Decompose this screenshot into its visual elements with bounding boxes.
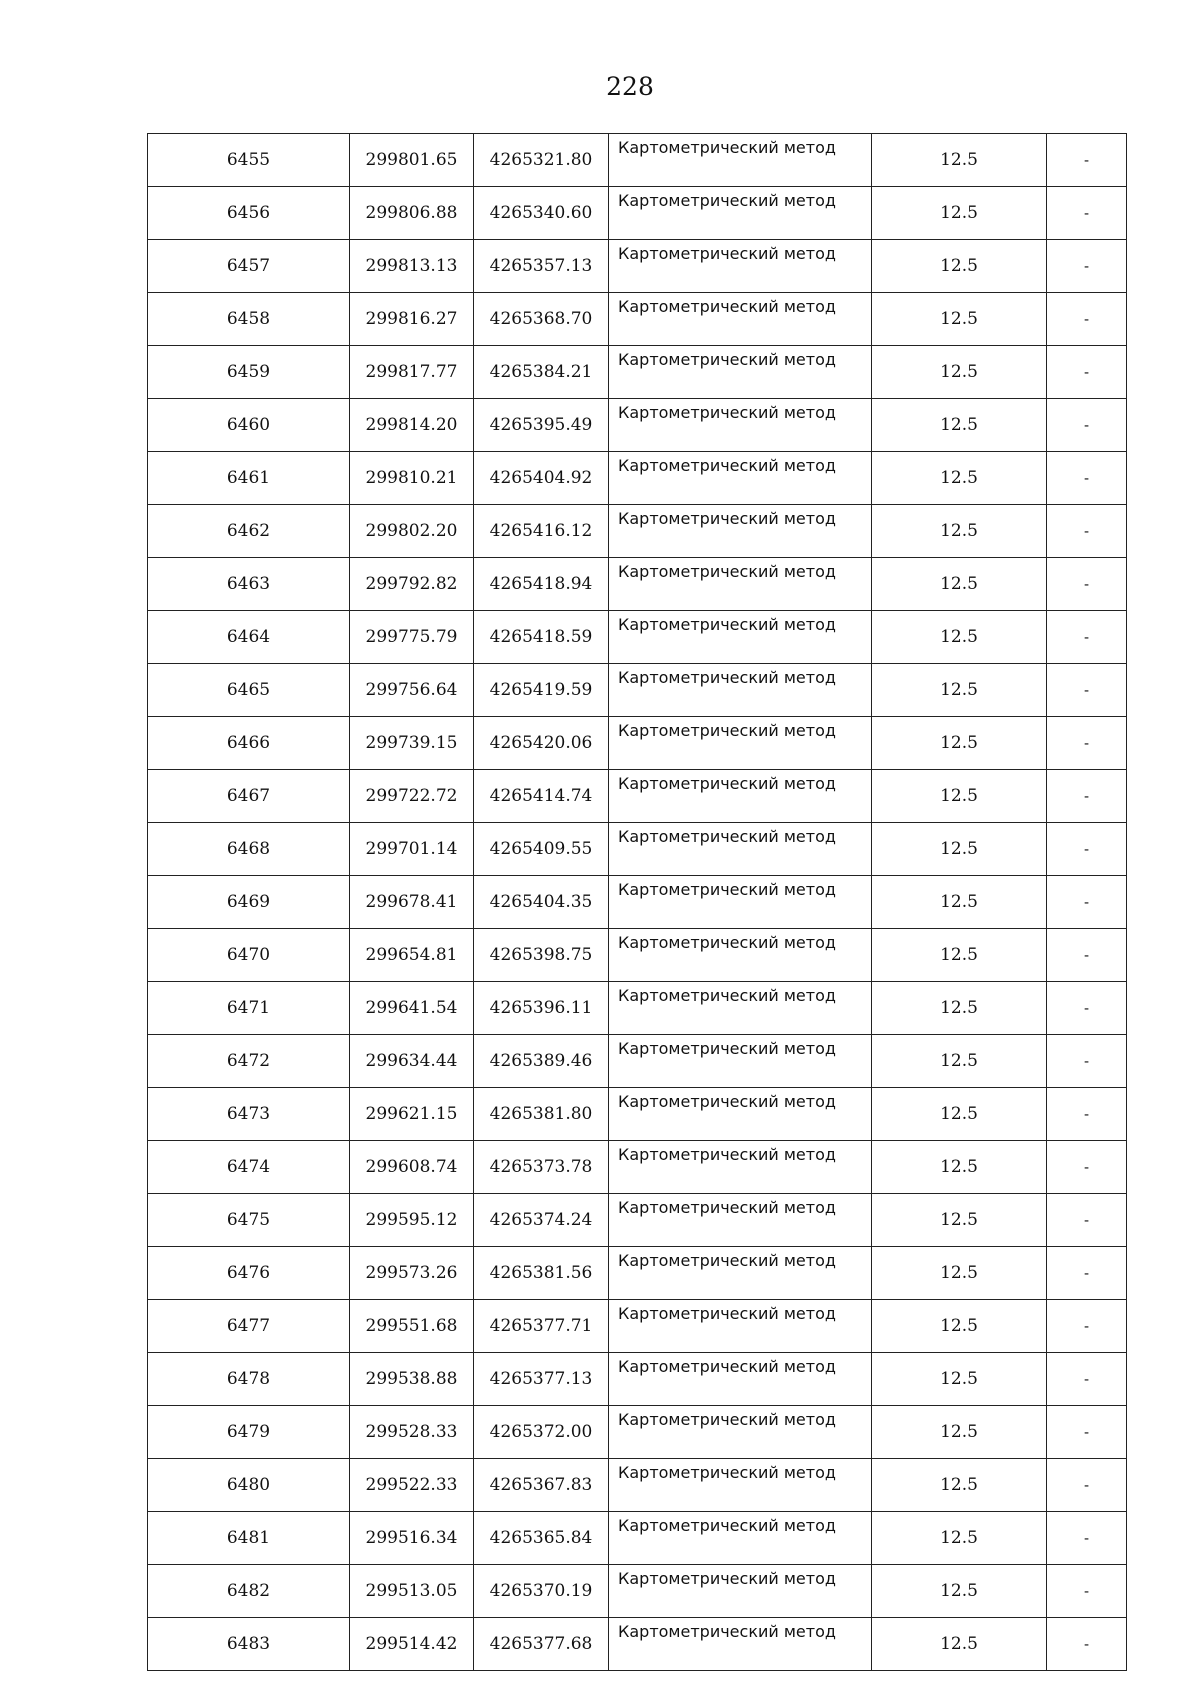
x-coordinate-cell: 299654.81 — [350, 929, 474, 982]
table-row — [148, 505, 1127, 558]
y-coordinate-cell: 4265381.80 — [474, 1088, 609, 1141]
x-coordinate-cell: 299810.21 — [350, 452, 474, 505]
point-number-cell: 6480 — [148, 1459, 350, 1512]
table-row — [148, 1459, 1127, 1512]
y-coordinate-cell: 4265420.06 — [474, 717, 609, 770]
note-cell: - — [1047, 1459, 1127, 1512]
point-number-cell: 6459 — [148, 346, 350, 399]
note-cell: - — [1047, 823, 1127, 876]
x-coordinate-cell: 299801.65 — [350, 134, 474, 187]
x-coordinate-cell: 299641.54 — [350, 982, 474, 1035]
y-coordinate-cell: 4265404.35 — [474, 876, 609, 929]
y-coordinate-cell: 4265377.68 — [474, 1618, 609, 1671]
accuracy-cell: 12.5 — [872, 1406, 1047, 1459]
y-coordinate-cell: 4265377.13 — [474, 1353, 609, 1406]
method-cell: Картометрический метод — [609, 1459, 872, 1512]
note-cell: - — [1047, 664, 1127, 717]
y-coordinate-cell: 4265372.00 — [474, 1406, 609, 1459]
table-row — [148, 558, 1127, 611]
method-cell: Картометрический метод — [609, 823, 872, 876]
x-coordinate-cell: 299621.15 — [350, 1088, 474, 1141]
table-row — [148, 1353, 1127, 1406]
y-coordinate-cell: 4265374.24 — [474, 1194, 609, 1247]
table-row — [148, 452, 1127, 505]
point-number-cell: 6475 — [148, 1194, 350, 1247]
y-coordinate-cell: 4265340.60 — [474, 187, 609, 240]
coordinates-table — [147, 133, 1127, 1671]
x-coordinate-cell: 299701.14 — [350, 823, 474, 876]
note-cell: - — [1047, 134, 1127, 187]
note-cell: - — [1047, 611, 1127, 664]
method-cell: Картометрический метод — [609, 1088, 872, 1141]
method-cell: Картометрический метод — [609, 187, 872, 240]
method-cell: Картометрический метод — [609, 240, 872, 293]
table-row — [148, 1247, 1127, 1300]
x-coordinate-cell: 299775.79 — [350, 611, 474, 664]
accuracy-cell: 12.5 — [872, 823, 1047, 876]
note-cell: - — [1047, 1035, 1127, 1088]
y-coordinate-cell: 4265404.92 — [474, 452, 609, 505]
note-cell: - — [1047, 717, 1127, 770]
y-coordinate-cell: 4265395.49 — [474, 399, 609, 452]
y-coordinate-cell: 4265389.46 — [474, 1035, 609, 1088]
y-coordinate-cell: 4265321.80 — [474, 134, 609, 187]
accuracy-cell: 12.5 — [872, 1618, 1047, 1671]
note-cell: - — [1047, 1353, 1127, 1406]
note-cell: - — [1047, 982, 1127, 1035]
table-row — [148, 1565, 1127, 1618]
note-cell: - — [1047, 293, 1127, 346]
x-coordinate-cell: 299528.33 — [350, 1406, 474, 1459]
point-number-cell: 6482 — [148, 1565, 350, 1618]
method-cell: Картометрический метод — [609, 1300, 872, 1353]
note-cell: - — [1047, 1194, 1127, 1247]
method-cell: Картометрический метод — [609, 293, 872, 346]
method-cell: Картометрический метод — [609, 982, 872, 1035]
table-row — [148, 1194, 1127, 1247]
accuracy-cell: 12.5 — [872, 1300, 1047, 1353]
accuracy-cell: 12.5 — [872, 982, 1047, 1035]
accuracy-cell: 12.5 — [872, 399, 1047, 452]
y-coordinate-cell: 4265418.94 — [474, 558, 609, 611]
method-cell: Картометрический метод — [609, 452, 872, 505]
method-cell: Картометрический метод — [609, 346, 872, 399]
accuracy-cell: 12.5 — [872, 134, 1047, 187]
accuracy-cell: 12.5 — [872, 717, 1047, 770]
accuracy-cell: 12.5 — [872, 1565, 1047, 1618]
method-cell: Картометрический метод — [609, 611, 872, 664]
point-number-cell: 6461 — [148, 452, 350, 505]
y-coordinate-cell: 4265418.59 — [474, 611, 609, 664]
page-number: 228 — [606, 72, 654, 101]
note-cell: - — [1047, 1565, 1127, 1618]
table-row — [148, 717, 1127, 770]
method-cell: Картометрический метод — [609, 1512, 872, 1565]
x-coordinate-cell: 299573.26 — [350, 1247, 474, 1300]
accuracy-cell: 12.5 — [872, 1247, 1047, 1300]
accuracy-cell: 12.5 — [872, 1194, 1047, 1247]
table-row — [148, 1300, 1127, 1353]
table-row — [148, 399, 1127, 452]
x-coordinate-cell: 299595.12 — [350, 1194, 474, 1247]
accuracy-cell: 12.5 — [872, 505, 1047, 558]
x-coordinate-cell: 299634.44 — [350, 1035, 474, 1088]
table-row — [148, 823, 1127, 876]
x-coordinate-cell: 299514.42 — [350, 1618, 474, 1671]
note-cell: - — [1047, 505, 1127, 558]
accuracy-cell: 12.5 — [872, 1088, 1047, 1141]
point-number-cell: 6466 — [148, 717, 350, 770]
point-number-cell: 6463 — [148, 558, 350, 611]
accuracy-cell: 12.5 — [872, 346, 1047, 399]
x-coordinate-cell: 299816.27 — [350, 293, 474, 346]
accuracy-cell: 12.5 — [872, 1035, 1047, 1088]
accuracy-cell: 12.5 — [872, 929, 1047, 982]
method-cell: Картометрический метод — [609, 1247, 872, 1300]
method-cell: Картометрический метод — [609, 1618, 872, 1671]
y-coordinate-cell: 4265373.78 — [474, 1141, 609, 1194]
note-cell: - — [1047, 399, 1127, 452]
note-cell: - — [1047, 1618, 1127, 1671]
x-coordinate-cell: 299814.20 — [350, 399, 474, 452]
method-cell: Картометрический метод — [609, 1353, 872, 1406]
point-number-cell: 6468 — [148, 823, 350, 876]
table-row — [148, 929, 1127, 982]
x-coordinate-cell: 299513.05 — [350, 1565, 474, 1618]
table-row — [148, 982, 1127, 1035]
method-cell: Картометрический метод — [609, 1141, 872, 1194]
table-row — [148, 1512, 1127, 1565]
method-cell: Картометрический метод — [609, 399, 872, 452]
accuracy-cell: 12.5 — [872, 876, 1047, 929]
table-row — [148, 1406, 1127, 1459]
table-row — [148, 664, 1127, 717]
point-number-cell: 6474 — [148, 1141, 350, 1194]
note-cell: - — [1047, 452, 1127, 505]
note-cell: - — [1047, 876, 1127, 929]
y-coordinate-cell: 4265419.59 — [474, 664, 609, 717]
x-coordinate-cell: 299756.64 — [350, 664, 474, 717]
table-row — [148, 293, 1127, 346]
note-cell: - — [1047, 1406, 1127, 1459]
table-row — [148, 187, 1127, 240]
point-number-cell: 6456 — [148, 187, 350, 240]
accuracy-cell: 12.5 — [872, 1353, 1047, 1406]
table-row — [148, 611, 1127, 664]
method-cell: Картометрический метод — [609, 876, 872, 929]
point-number-cell: 6471 — [148, 982, 350, 1035]
method-cell: Картометрический метод — [609, 664, 872, 717]
point-number-cell: 6469 — [148, 876, 350, 929]
method-cell: Картометрический метод — [609, 1565, 872, 1618]
point-number-cell: 6460 — [148, 399, 350, 452]
x-coordinate-cell: 299813.13 — [350, 240, 474, 293]
y-coordinate-cell: 4265409.55 — [474, 823, 609, 876]
y-coordinate-cell: 4265381.56 — [474, 1247, 609, 1300]
table-row — [148, 876, 1127, 929]
method-cell: Картометрический метод — [609, 1194, 872, 1247]
y-coordinate-cell: 4265367.83 — [474, 1459, 609, 1512]
table-row — [148, 770, 1127, 823]
x-coordinate-cell: 299551.68 — [350, 1300, 474, 1353]
method-cell: Картометрический метод — [609, 717, 872, 770]
y-coordinate-cell: 4265365.84 — [474, 1512, 609, 1565]
note-cell: - — [1047, 929, 1127, 982]
note-cell: - — [1047, 1088, 1127, 1141]
note-cell: - — [1047, 1141, 1127, 1194]
method-cell: Картометрический метод — [609, 770, 872, 823]
table-row — [148, 1141, 1127, 1194]
accuracy-cell: 12.5 — [872, 1459, 1047, 1512]
method-cell: Картометрический метод — [609, 1035, 872, 1088]
x-coordinate-cell: 299802.20 — [350, 505, 474, 558]
x-coordinate-cell: 299817.77 — [350, 346, 474, 399]
y-coordinate-cell: 4265357.13 — [474, 240, 609, 293]
point-number-cell: 6472 — [148, 1035, 350, 1088]
y-coordinate-cell: 4265377.71 — [474, 1300, 609, 1353]
y-coordinate-cell: 4265384.21 — [474, 346, 609, 399]
x-coordinate-cell: 299516.34 — [350, 1512, 474, 1565]
accuracy-cell: 12.5 — [872, 1512, 1047, 1565]
note-cell: - — [1047, 187, 1127, 240]
accuracy-cell: 12.5 — [872, 187, 1047, 240]
accuracy-cell: 12.5 — [872, 452, 1047, 505]
accuracy-cell: 12.5 — [872, 611, 1047, 664]
point-number-cell: 6481 — [148, 1512, 350, 1565]
note-cell: - — [1047, 240, 1127, 293]
table-row — [148, 1088, 1127, 1141]
table-row — [148, 134, 1127, 187]
point-number-cell: 6462 — [148, 505, 350, 558]
point-number-cell: 6458 — [148, 293, 350, 346]
y-coordinate-cell: 4265370.19 — [474, 1565, 609, 1618]
point-number-cell: 6457 — [148, 240, 350, 293]
x-coordinate-cell: 299739.15 — [350, 717, 474, 770]
point-number-cell: 6467 — [148, 770, 350, 823]
note-cell: - — [1047, 770, 1127, 823]
method-cell: Картометрический метод — [609, 558, 872, 611]
accuracy-cell: 12.5 — [872, 293, 1047, 346]
table-row — [148, 240, 1127, 293]
x-coordinate-cell: 299678.41 — [350, 876, 474, 929]
accuracy-cell: 12.5 — [872, 1141, 1047, 1194]
note-cell: - — [1047, 1247, 1127, 1300]
x-coordinate-cell: 299722.72 — [350, 770, 474, 823]
x-coordinate-cell: 299522.33 — [350, 1459, 474, 1512]
method-cell: Картометрический метод — [609, 929, 872, 982]
point-number-cell: 6478 — [148, 1353, 350, 1406]
x-coordinate-cell: 299538.88 — [350, 1353, 474, 1406]
point-number-cell: 6473 — [148, 1088, 350, 1141]
method-cell: Картометрический метод — [609, 1406, 872, 1459]
accuracy-cell: 12.5 — [872, 558, 1047, 611]
method-cell: Картометрический метод — [609, 134, 872, 187]
point-number-cell: 6464 — [148, 611, 350, 664]
accuracy-cell: 12.5 — [872, 664, 1047, 717]
note-cell: - — [1047, 346, 1127, 399]
y-coordinate-cell: 4265414.74 — [474, 770, 609, 823]
note-cell: - — [1047, 558, 1127, 611]
accuracy-cell: 12.5 — [872, 240, 1047, 293]
table-row — [148, 1618, 1127, 1671]
x-coordinate-cell: 299792.82 — [350, 558, 474, 611]
y-coordinate-cell: 4265396.11 — [474, 982, 609, 1035]
x-coordinate-cell: 299806.88 — [350, 187, 474, 240]
note-cell: - — [1047, 1300, 1127, 1353]
table-row — [148, 1035, 1127, 1088]
accuracy-cell: 12.5 — [872, 770, 1047, 823]
point-number-cell: 6465 — [148, 664, 350, 717]
coordinates-table-body — [148, 134, 1127, 1671]
point-number-cell: 6479 — [148, 1406, 350, 1459]
y-coordinate-cell: 4265416.12 — [474, 505, 609, 558]
x-coordinate-cell: 299608.74 — [350, 1141, 474, 1194]
table-row — [148, 346, 1127, 399]
note-cell: - — [1047, 1512, 1127, 1565]
point-number-cell: 6483 — [148, 1618, 350, 1671]
point-number-cell: 6470 — [148, 929, 350, 982]
point-number-cell: 6477 — [148, 1300, 350, 1353]
method-cell: Картометрический метод — [609, 505, 872, 558]
y-coordinate-cell: 4265398.75 — [474, 929, 609, 982]
point-number-cell: 6455 — [148, 134, 350, 187]
point-number-cell: 6476 — [148, 1247, 350, 1300]
y-coordinate-cell: 4265368.70 — [474, 293, 609, 346]
